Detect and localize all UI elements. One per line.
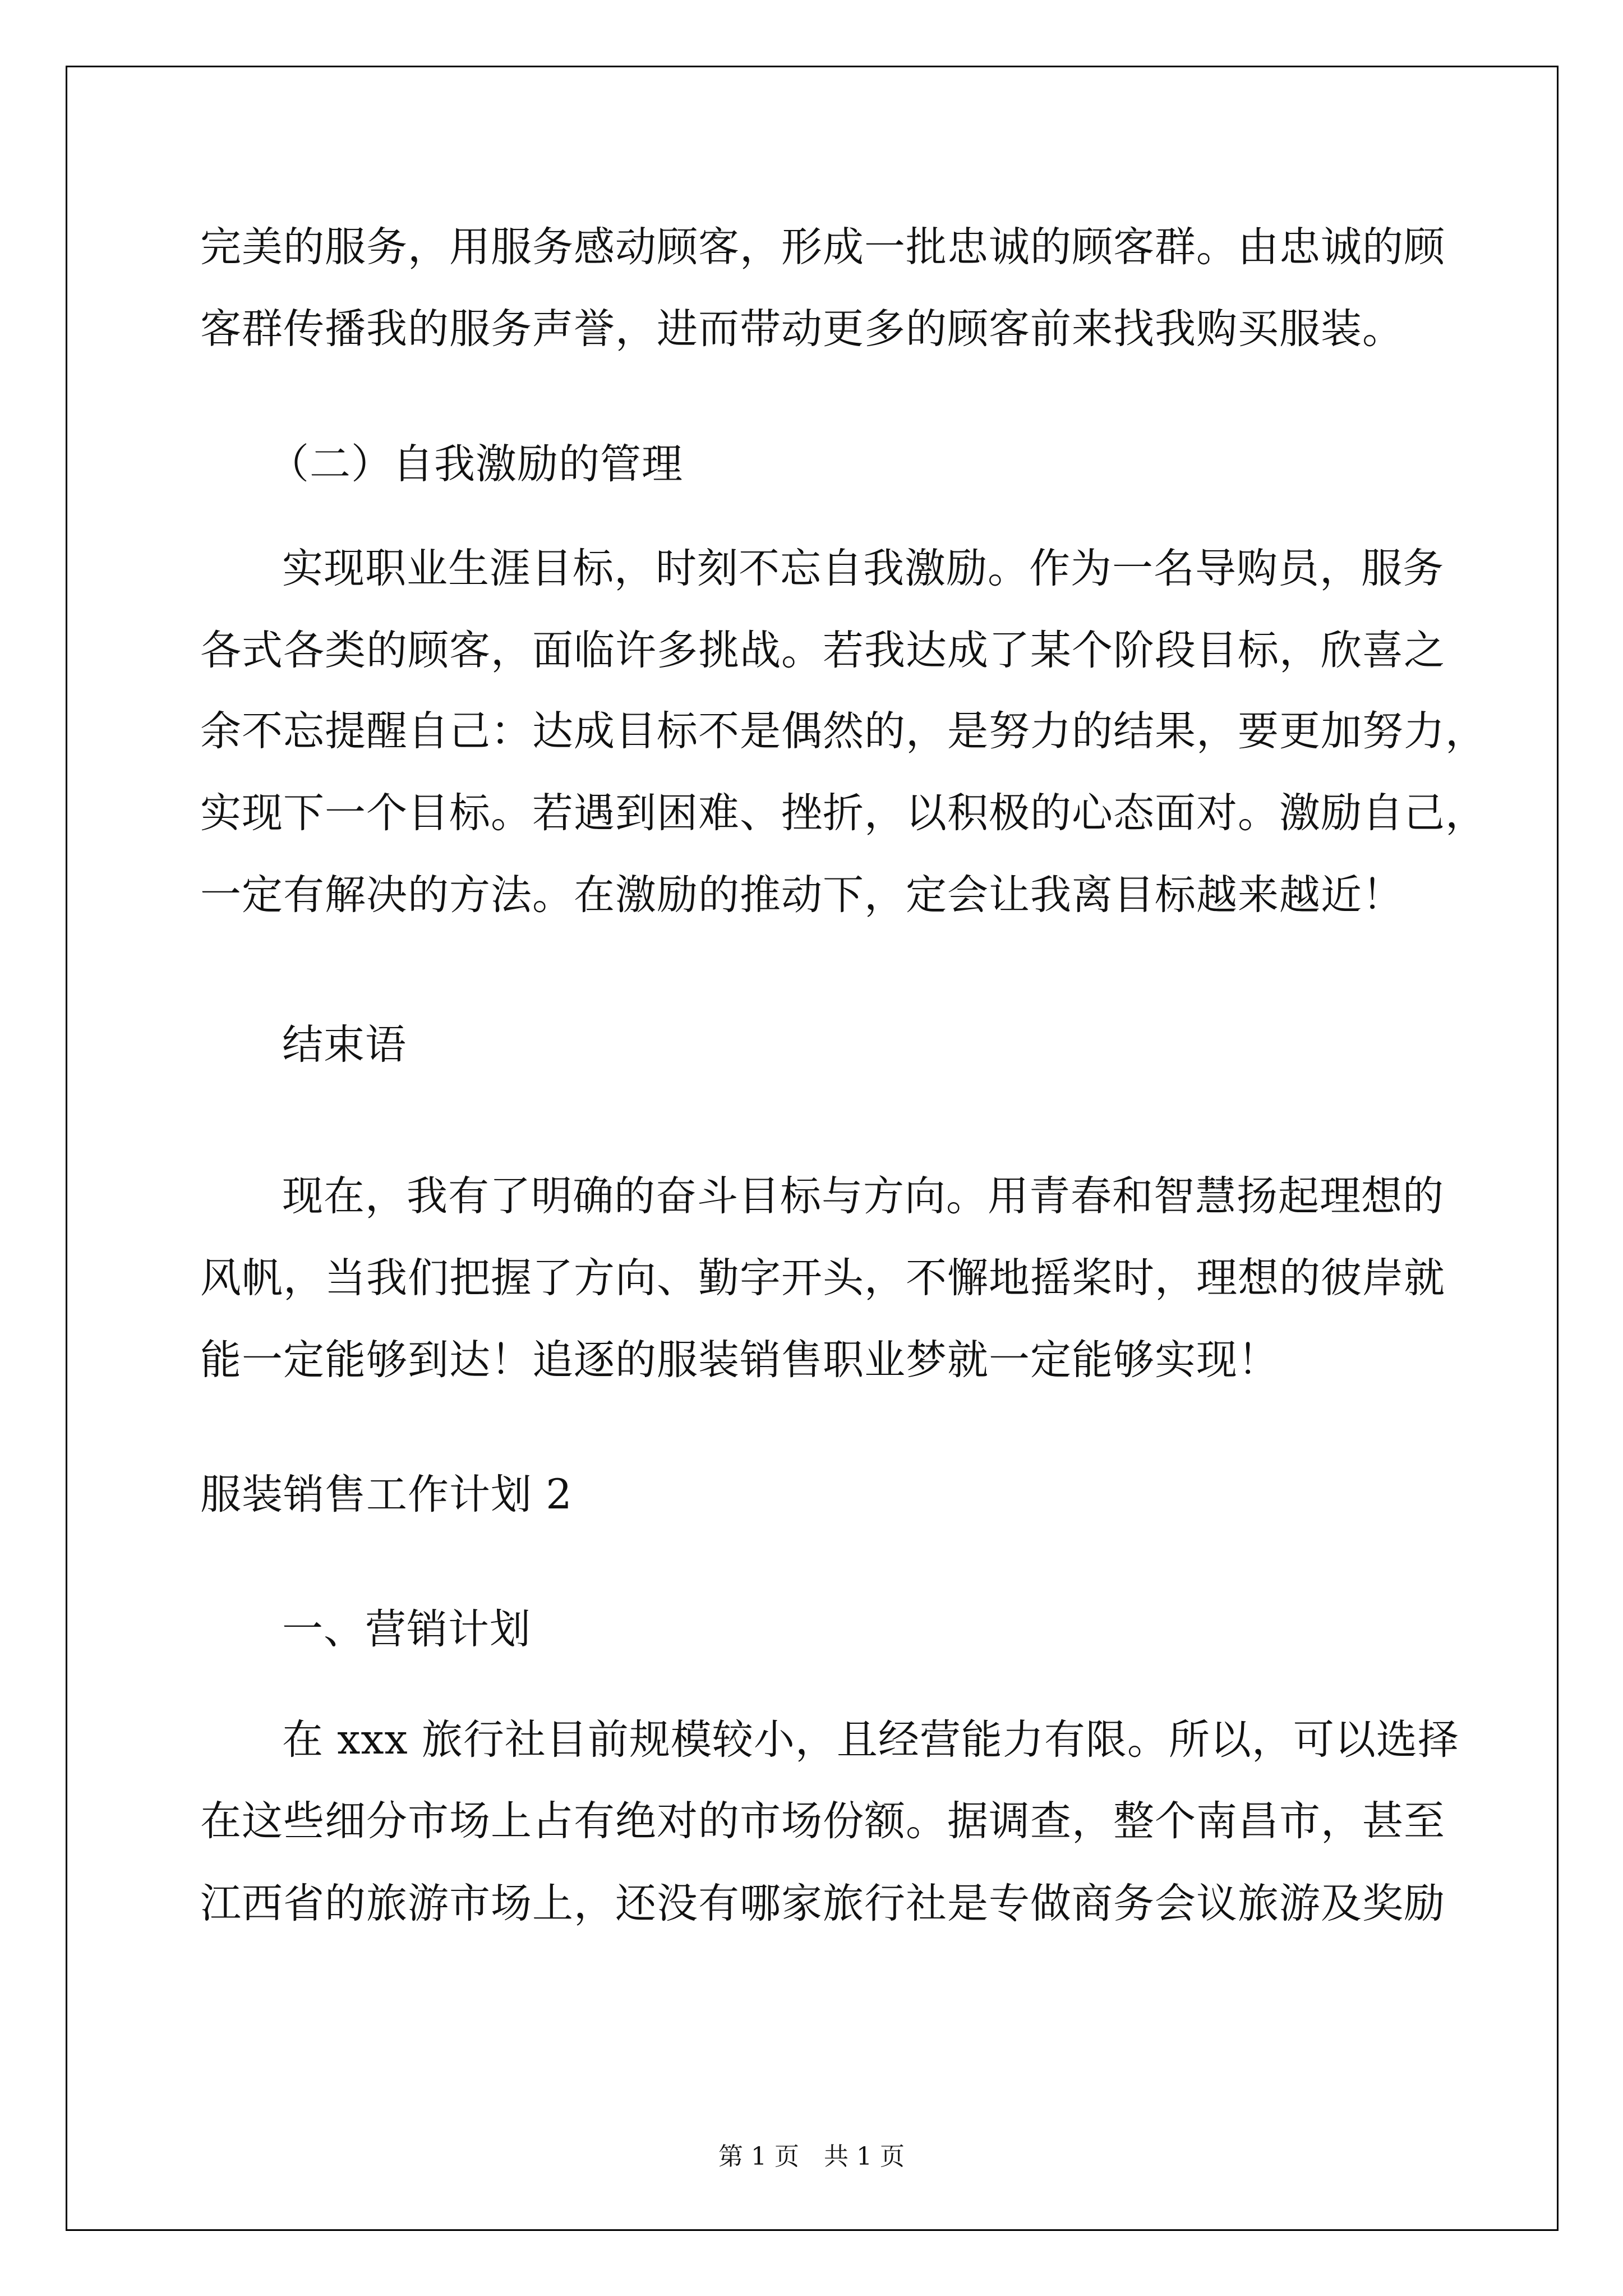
body-text-line: 江西省的旅游市场上，还没有哪家旅行社是专做商务会议旅游及奖励 bbox=[200, 1880, 1445, 1927]
page-number-footer: 第 1 页 共 1 页 bbox=[718, 2142, 905, 2171]
body-text-line: 实现职业生涯目标，时刻不忘自我激励。作为一名导购员，服务 bbox=[282, 545, 1444, 592]
body-text-line: 在这些细分市场上占有绝对的市场份额。据调查，整个南昌市，甚至 bbox=[200, 1797, 1445, 1845]
body-text-line: 实现下一个目标。若遇到困难、挫折，以积极的心态面对。激励自己， bbox=[200, 789, 1487, 837]
body-text-line: 风帆，当我们把握了方向、勤字开头，不懈地摇桨时，理想的彼岸就 bbox=[200, 1254, 1445, 1302]
section-heading: 一、营销计划 bbox=[282, 1605, 531, 1653]
body-text-line: 客群传播我的服务声誉，进而带动更多的顾客前来找我购买服装。 bbox=[200, 305, 1404, 353]
section-heading: （二）自我激励的管理 bbox=[268, 440, 683, 488]
body-text-line: 在 xxx 旅行社目前规模较小，且经营能力有限。所以，可以选择 bbox=[282, 1716, 1459, 1764]
conclusion-heading: 结束语 bbox=[282, 1021, 407, 1069]
body-text-line: 完美的服务，用服务感动顾客，形成一批忠诚的顾客群。由忠诚的顾 bbox=[200, 223, 1445, 271]
body-text-line: 现在，我有了明确的奋斗目标与方向。用青春和智慧扬起理想的 bbox=[282, 1172, 1444, 1220]
body-text-line: 一定有解决的方法。在激励的推动下，定会让我离目标越来越近！ bbox=[200, 871, 1404, 919]
body-text-line: 余不忘提醒自己：达成目标不是偶然的，是努力的结果，要更加努力， bbox=[200, 707, 1487, 755]
body-text-line: 能一定能够到达！追逐的服装销售职业梦就一定能够实现！ bbox=[200, 1336, 1279, 1384]
document-section-title: 服装销售工作计划 2 bbox=[200, 1471, 573, 1519]
body-text-line: 各式各类的顾客，面临许多挑战。若我达成了某个阶段目标，欣喜之 bbox=[200, 627, 1445, 674]
